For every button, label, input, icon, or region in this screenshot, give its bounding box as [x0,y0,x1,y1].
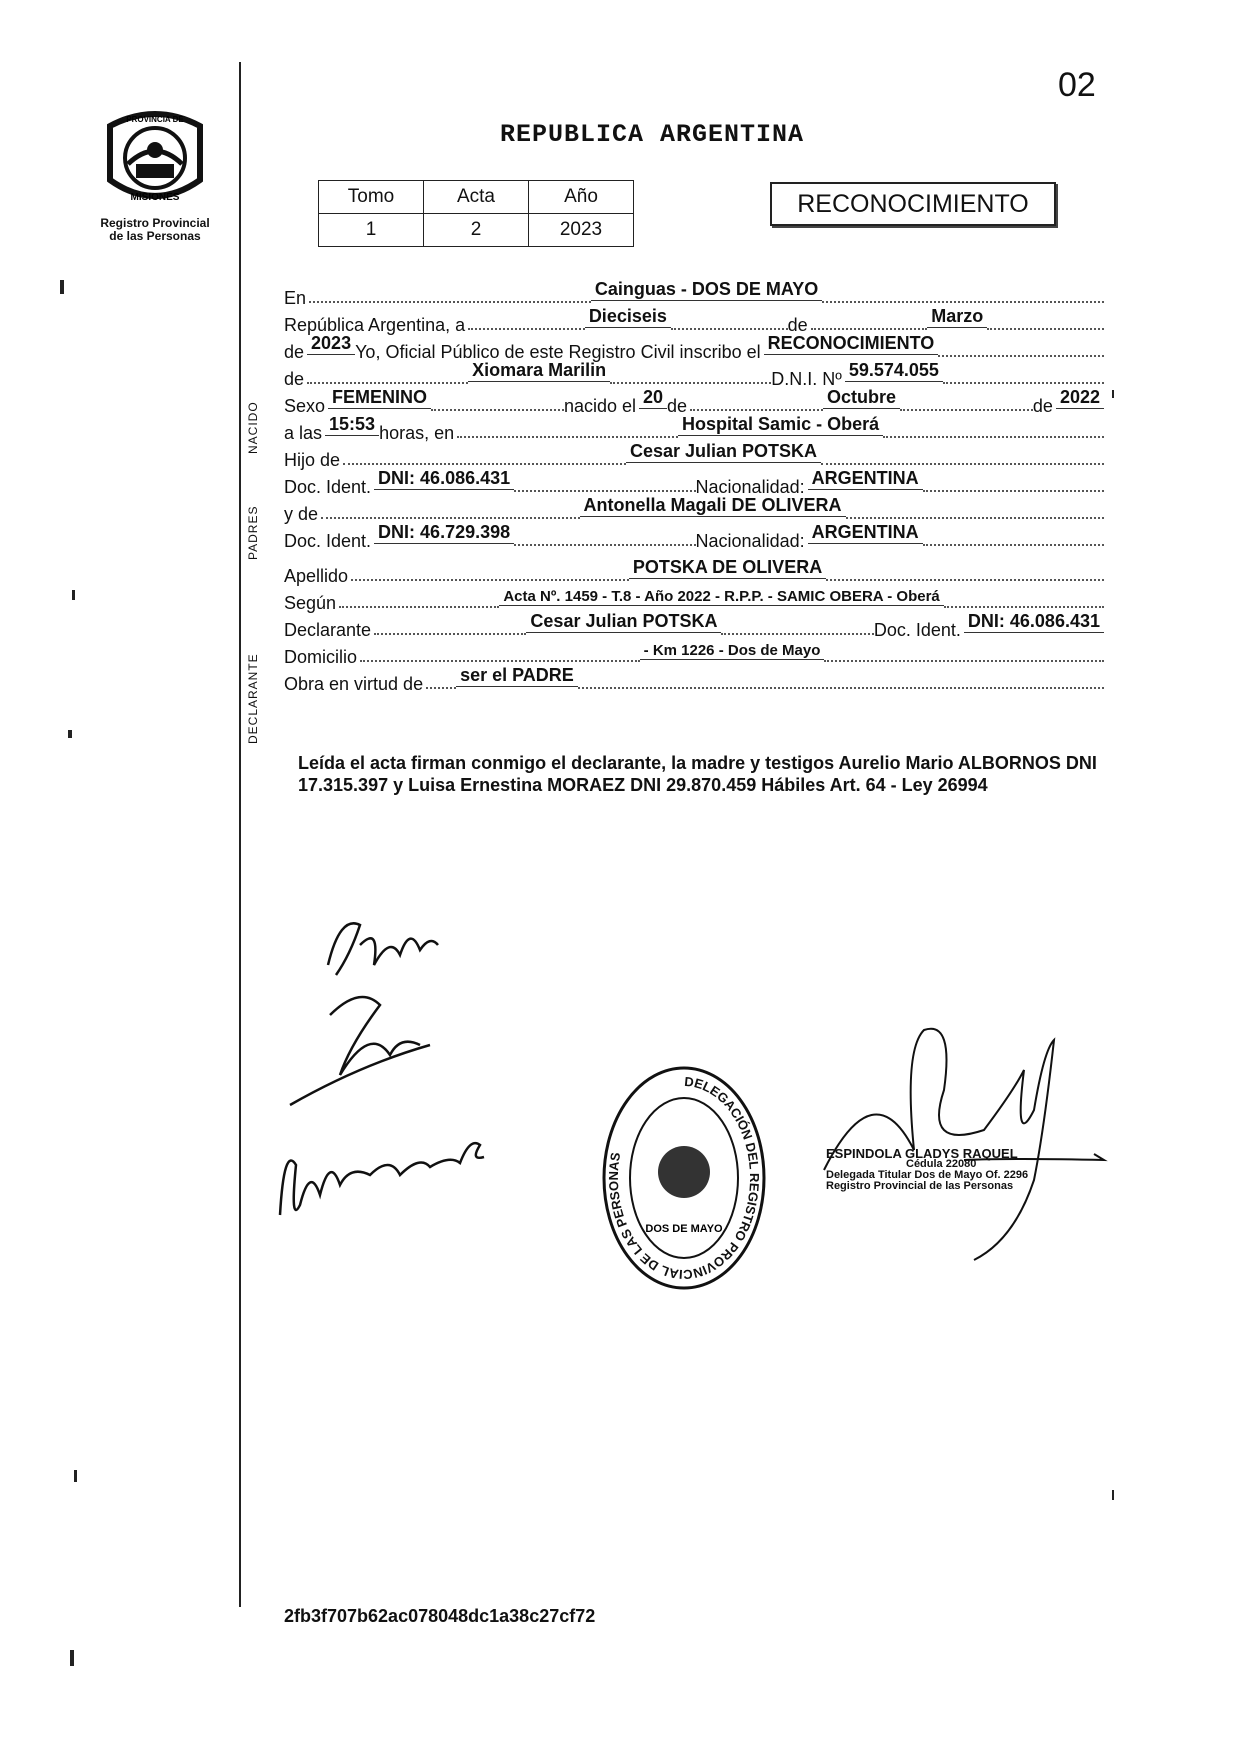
scan-speck [60,280,64,294]
seal-text-bottom: MISIONES [130,192,180,203]
signature-julian [328,923,438,975]
form-line-obra [284,665,1104,695]
form-line-hora [284,414,1104,444]
dot-leader [321,516,579,519]
tomo-header: Tomo [319,181,424,214]
lugar-inscripcion-value: Cainguas - DOS DE MAYO [591,279,822,301]
dot-leader [824,659,1104,662]
dni-label: D.N.I. Nº [771,369,842,389]
apellido-value: POTSKA DE OLIVERA [629,557,826,579]
form-line-fecha [284,306,1104,336]
dni-value: 59.574.055 [845,360,943,382]
nacido-month-value: Octubre [823,387,900,409]
scan-speck [72,590,75,600]
record-table [318,180,634,247]
declarante-value: Cesar Julian POTSKA [526,611,721,633]
de-nombre-label: de [284,369,305,389]
official-stamp [600,1062,768,1292]
record-value-row [319,214,634,247]
side-label-padres: PADRES [246,505,260,560]
stamp-ring-text: DELEGACIÓN DEL REGISTRO PROVINCIAL DE LAS PERSONAS [605,1073,762,1283]
registry-block [80,108,230,243]
inscribo-value: RECONOCIMIENTO [764,333,939,355]
scan-speck [1112,390,1114,398]
form-line-segun [284,587,1104,614]
form-line-domicilio [284,641,1104,668]
dot-leader [610,381,771,384]
signature-witness [280,1143,484,1215]
apellido-label: Apellido [284,566,349,586]
padre-nacionalidad-value: ARGENTINA [808,468,923,490]
dot-leader [514,489,695,492]
segun-value: Acta Nº. 1459 - T.8 - Año 2022 - R.P.P. - SAMIC OBERA - Oberá [499,588,943,606]
dot-leader [351,578,629,581]
form-line-padre-doc [284,468,1104,498]
form-line-inscribo [284,333,1104,363]
de-label: de [787,315,808,335]
acta-form [284,279,1104,695]
segun-label: Según [284,593,337,613]
dot-leader [360,659,640,662]
padre-nacionalidad-label: Nacionalidad: [695,477,805,497]
hora-value: 15:53 [325,414,379,436]
de-year-label: de [284,342,305,362]
tomo-value: 1 [319,214,424,247]
seal-text-top: PROVINCIA DE [126,115,184,124]
anio-value: 2023 [529,214,634,247]
record-type-box: RECONOCIMIENTO [770,182,1056,226]
stamp-emblem-icon [658,1146,710,1198]
dot-leader [883,435,1104,438]
official-role-line2: Registro Provincial de las Personas [826,1180,1014,1192]
dot-leader [431,408,564,411]
registry-label-line1: Registro Provincial [100,216,210,230]
lugar-nacimiento-value: Hospital Samic - Oberá [678,414,883,436]
inscribo-text: Yo, Oficial Público de este Registro Civil inscribo el [355,342,761,362]
sexo-value: FEMENINO [328,387,431,409]
stamp-bottom-text: DOS DE MAYO [645,1223,723,1235]
madre-nacionalidad-value: ARGENTINA [808,522,923,544]
dot-leader [822,300,1104,303]
dot-leader [690,408,823,411]
declarante-doc-value: DNI: 46.086.431 [964,611,1104,633]
dot-leader [457,435,678,438]
official-block [826,1148,1028,1192]
closing-statement: Leída el acta firman conmigo el declarante, la madre y testigos Aurelio Mario ALBORNOS DNI 17.315.397 y Luisa Ernestina MORAEZ DNI 29.870.459 Hábiles Art. 64 - Ley 26994 [298,753,1097,795]
sexo-label: Sexo [284,396,326,416]
nombre-value: Xiomara Marilin [468,360,610,382]
domicilio-label: Domicilio [284,647,358,667]
dot-leader [826,578,1104,581]
dot-leader [811,327,928,330]
page-number: 02 [1058,66,1096,104]
dot-leader [514,543,695,546]
scan-speck [74,1470,77,1482]
dot-leader [821,462,1104,465]
form-line-padre [284,441,1104,471]
nacido-label: nacido el [563,396,637,416]
form-line-nombre [284,360,1104,390]
form-line-madre-doc [284,522,1104,552]
a-las-label: a las [284,423,323,443]
padre-doc-value: DNI: 46.086.431 [374,468,514,490]
dot-leader [671,327,788,330]
padre-value: Cesar Julian POTSKA [626,441,821,463]
dot-leader [343,462,626,465]
anio-header: Año [529,181,634,214]
republica-label: República Argentina, a [284,315,466,335]
side-label-nacido: NACIDO [246,401,260,454]
dot-leader [987,327,1104,330]
y-de-label: y de [284,504,319,524]
dot-leader [339,605,499,608]
form-line-sexo [284,387,1104,417]
hijo-de-label: Hijo de [284,450,341,470]
dot-leader [309,300,591,303]
madre-doc-value: DNI: 46.729.398 [374,522,514,544]
dot-leader [900,408,1033,411]
signature-declarante [290,997,430,1105]
horas-en-label: horas, en [379,423,455,443]
form-line-en [284,279,1104,309]
official-signature [814,1010,1114,1280]
madre-value: Antonella Magali DE OLIVERA [580,495,846,517]
dot-leader [374,632,526,635]
dot-leader [846,516,1104,519]
madre-doc-label: Doc. Ident. [284,531,372,551]
dot-leader [944,605,1104,608]
obra-label: Obra en virtud de [284,674,424,694]
province-seal-icon [100,108,210,212]
acta-header: Acta [424,181,529,214]
domicilio-value: - Km 1226 - Dos de Mayo [640,642,825,660]
official-role-line1: Delegada Titular Dos de Mayo Of. 2296 [826,1169,1029,1181]
day-value: Dieciseis [585,306,671,328]
dot-leader [938,354,1104,357]
document-title: REPUBLICA ARGENTINA [500,120,805,149]
record-header-row [319,181,634,214]
form-line-apellido [284,557,1104,587]
obra-value: ser el PADRE [456,665,578,687]
form-line-declarante [284,611,1104,641]
madre-nacionalidad-label: Nacionalidad: [695,531,805,551]
official-id: Cédula 22080 [906,1158,977,1170]
scan-speck [1112,1490,1114,1500]
year-value: 2023 [307,333,355,355]
side-label-declarante: DECLARANTE [246,653,260,744]
registry-label-line2: de las Personas [109,229,201,243]
nacido-de-label: de [667,396,688,416]
nacido-day-value: 20 [639,387,667,409]
scan-speck [68,730,72,738]
witness-signatures [270,905,530,1285]
margin-rule [239,62,241,1607]
en-label: En [284,288,307,308]
nacido-year-value: 2022 [1056,387,1104,409]
scan-speck [70,1650,74,1666]
dot-leader [923,489,1104,492]
form-line-madre [284,495,1104,525]
declarante-doc-label: Doc. Ident. [873,620,961,640]
padre-doc-label: Doc. Ident. [284,477,372,497]
dot-leader [578,686,1104,689]
acta-value: 2 [424,214,529,247]
dot-leader [426,686,456,689]
dot-leader [923,543,1104,546]
footer-hash: 2fb3f707b62ac078048dc1a38c27cf72 [284,1606,596,1626]
declarante-label: Declarante [284,620,372,640]
dot-leader [468,327,585,330]
dot-leader [721,632,873,635]
dot-leader [307,381,468,384]
nacido-de2-label: de [1032,396,1053,416]
official-name: ESPINDOLA GLADYS RAQUEL [826,1146,1018,1161]
month-value: Marzo [927,306,987,328]
dot-leader [943,381,1104,384]
